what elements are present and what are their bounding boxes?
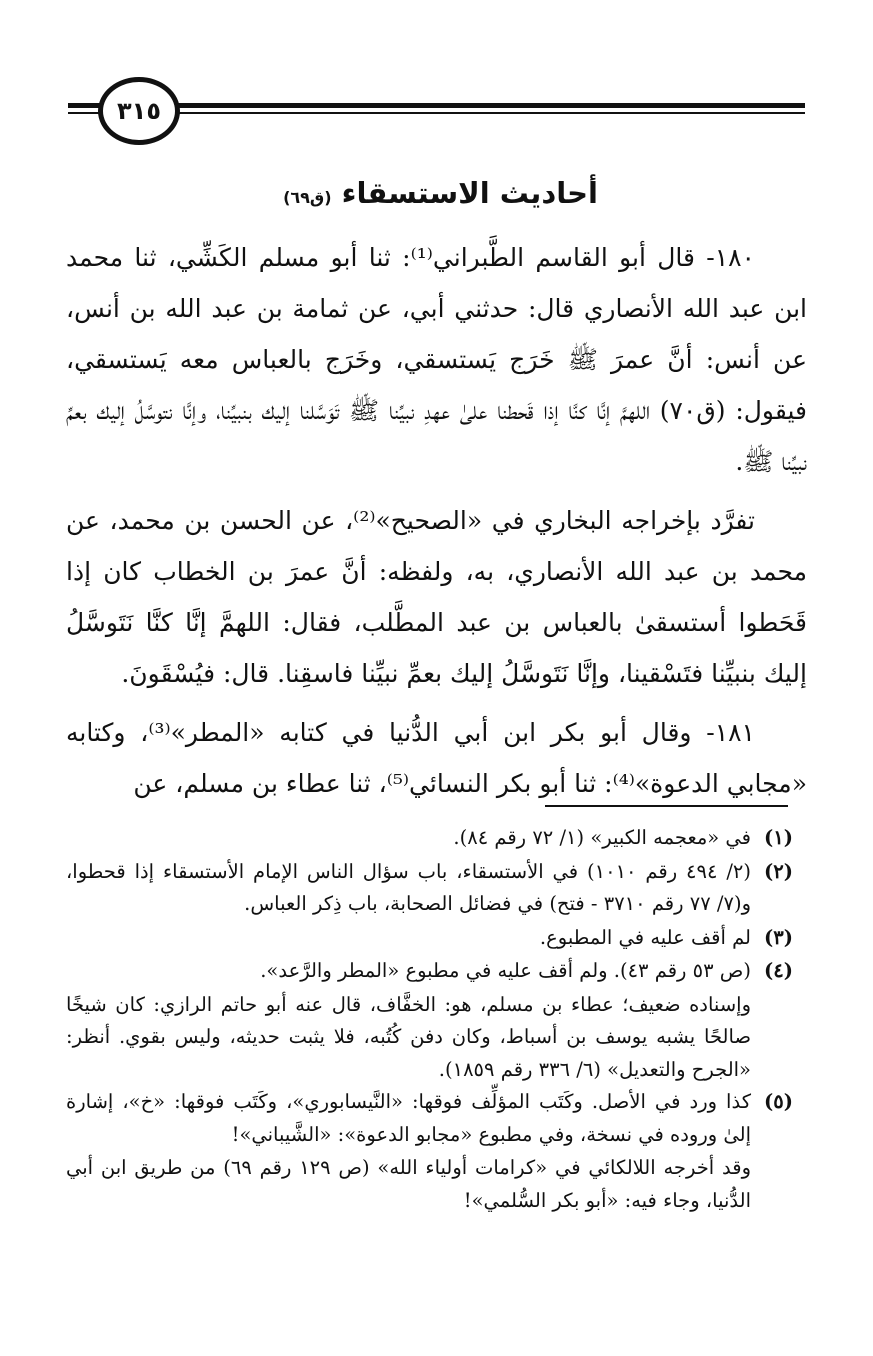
footnote-5-continuation (66, 1152, 751, 1217)
folio-marker: (ق٦٩) (283, 188, 332, 207)
footnote-text (66, 922, 751, 955)
footnote-line: في «معجمه الكبير» (١/ ٧٢ رقم ٨٤). (453, 826, 751, 849)
footnote-4 (66, 955, 793, 988)
footnote-number: (١) (764, 826, 793, 849)
footnote-5 (66, 1086, 793, 1151)
section-title (0, 176, 873, 210)
footnote-number: (٤) (764, 959, 793, 982)
footnote-separator (545, 805, 788, 807)
main-text (66, 232, 807, 817)
footnote-line: لم أقف عليه في المطبوع. (539, 925, 751, 949)
footnote-text (66, 955, 751, 988)
footnote-1 (66, 822, 793, 855)
page-number: ٣١٥ (98, 77, 180, 145)
footnote-4-continuation (66, 989, 751, 1087)
footnote-line: (٢/ ٤٩٤ رقم ١٠١٠) في الأستسقاء، باب سؤال الناس الإمام الأستسقاء إذا قحطوا، و(٧/ ٧٧ رقم ٣٧١٠ - فتح) في فضائل الصحابة، باب ذِكر العباس. (66, 859, 751, 915)
footnote-text (66, 1086, 751, 1151)
footnote-3 (66, 922, 793, 955)
paragraph-takhrij: تفرَّد بإخراجه البخاري في «الصحيح»⁽²⁾، عن الحسن بن محمد، عن محمد بن عبد الله الأنصاري، به، ولفظه: أنَّ عمرَ بن الخطاب كان إذا قَحَطوا أستسقىٰ بالعباس بن عبد المطَّلب، فقال: اللهمَّ إنَّا كنَّا نَتَوسَّلُ إليك بنبيِّنا فتَسْقينا، وإنَّا نَتَوسَّلُ إليك بعمِّ نبيِّنا فاسقِنا. قال: فيُسْقَونَ. (66, 506, 807, 688)
footnote-line: (ص ٥٣ رقم ٤٣). ولم أقف عليه في مطبوع «المطر والرَّعد». (260, 959, 751, 982)
footnote-text (66, 822, 751, 855)
paragraph-hadith-180: ١٨٠- قال أبو القاسم الطَّبراني⁽¹⁾: ثنا أبو مسلم الكَشِّي، ثنا محمد ابن عبد الله الأنصاري قال: حدثني أبي، عن ثمامة بن عبد الله بن أنس، عن أنس: أنَّ عمرَ ﷺ خَرَج يَستسقي، وخَرَج بالعباس معه يَستسقي، فيقول: (ق٧٠) اللهمَّ إنَّا كنَّا إذا قَحطنا علىٰ عهدِ نبيِّنا ﷺ تَوَسَّلنا إليك بنبيِّنا، وإنَّا نتوسَّلُ إليك بعمِّ نبيِّنا ﷺ. (66, 243, 807, 476)
footnote-line: كذا ورد في الأصل. وكَتَب المؤلِّف فوقها: «النَّيسابوري»، وكَتَب فوقها: «خ»، إشارة إلىٰ وروده في نسخة، وفي مطبوع «مجابو الدعوة»: «الشَّيباني»! (66, 1090, 751, 1146)
footnote-number: (٣) (764, 925, 793, 949)
footnote-number: (٢) (764, 859, 793, 883)
footnote-line: وإسناده ضعيف؛ عطاء بن مسلم، هو: الخفَّاف، قال عنه أبو حاتم الرازي: كان شيخًا صالحًا يشبه يوسف بن أسباط، وكان دفن كُتُبه، فلا يثبت حديثه، وليس بقوي. أنظر: «الجرح والتعديل» (٦/ ٣٣٦ رقم ١٨٥٩). (66, 992, 751, 1081)
footnote-2 (66, 856, 793, 921)
paragraph-hadith-181: ١٨١- وقال أبو بكر ابن أبي الدُّنيا في كتابه «المطر»⁽³⁾، وكتابه «مجابي الدعوة»⁽⁴⁾: ثنا أبو بكر النسائي⁽⁵⁾، ثنا عطاء بن مسلم، عن (66, 718, 807, 798)
title-text: أحاديث الاستسقاء (341, 176, 598, 210)
footnote-line: وقد أخرجه اللالكائي في «كرامات أولياء الله» (ص ١٢٩ رقم ٦٩) من طريق ابن أبي الدُّنيا، وجاء فيه: «أبو بكر السُّلمي»! (66, 1156, 751, 1212)
footnote-text (66, 856, 751, 921)
footnote-number: (٥) (764, 1090, 793, 1113)
footnotes (66, 822, 793, 1217)
